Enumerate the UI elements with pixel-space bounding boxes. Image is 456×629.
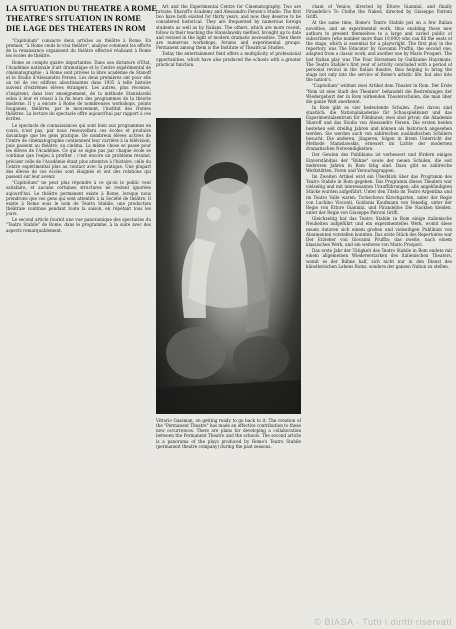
column-french — [6, 38, 151, 622]
copyright-watermark: © BIASA - Tutti i diritti riservati — [314, 617, 452, 627]
article-titles — [6, 4, 156, 34]
paragraph: Art and the Experimental Centre for Cinematography. Two are private: Sharoff's Academy and Alessandro Fersen's Studio. The first two have both existed for thirty years, and now they deserve to be considered historical. They are frequented by numerous foreign students as well as by Italians. The others, which are more recent, follow in their teaching the Stanislawsky method, brought up to date and revised in the light of modern dramatic necessities. Then there are numerous workshops, forums and experimental groups. Permanent among them is the Institute of Theatrical Studies. — [156, 4, 301, 51]
paragraph: chant of Venice, directed by Ettore Giannini, and finally Pirandello's To Clothe the Naked, directed by Giuseppe Patroni Griffi. — [306, 4, 452, 20]
paragraph: Le second article fournit une vue panoramique des spectacles du "Teatro Stabile" de Rome, dans le programme, à la suite avec des aspects remarquablement. — [6, 217, 151, 233]
title-french: LA SITUATION DU THEATRE A ROME — [6, 4, 158, 13]
stage-figures-image — [156, 118, 301, 414]
stage-photo — [156, 118, 301, 414]
paragraph: Gleichzeitig hat das Teatro Stabile in Rom einige italienische Neuheiten aufgeführt und ein experimentelles Werk, womit diese neuen Autoren sich einem großen und vielseitigen Publikum von Abonnenten vorstellen konnten. Das erste Stück des Repertoires war Der Erzieher von Giovanni Pruffin; das zweite, nach einem klassischen Werk, und ein weiteres von Mario Prosperi. — [306, 216, 452, 248]
column-english-german — [306, 4, 452, 622]
paragraph: At the same time, Rome's Teatro Stabile put on a few Italian novelties, and an experimental work, thus enabling those new authors to present themselves to a large and varied public of subscribers (who number more than 10,000) who can fill the seats of the stage, which is essential for a playwright. The first play in the repertory was The Educator by Giovanni Pruffin, the second one, adapted from a classic work, and another one by Mario Prosperi. The last Italian play was The Four Horsemen by Guillaume Huysmans. The Teatro Stabile's first year of activity concluded with a period of personal revival in the Italian theatre, thus helping to bring the stage not only into the service of Rome's artistic life, but also into the nation's. — [306, 20, 452, 83]
photo-caption: Vittorio Gassman, on getting ready to go back to it. The creation of the "Permanent Theatre" has made an effective contribution to these new occurrences. There are plans for developing a collaboration between the Permanent Theatre and the schools. The second article is a panorama of the plays produced by Rome's Teatro Stabile (permanent theatre company) during the past seasons. — [156, 418, 302, 449]
title-english: THEATRE'S SITUATION IN ROME — [6, 14, 142, 23]
english-top-text — [156, 4, 301, 116]
paragraph: Today the entertainment field offers a multiplicity of professional opportunities, which have also produced the schools with a greater practical function. — [156, 51, 301, 67]
paragraph: "Capitolium" consacre deux articles au théâtre à Rome. En premier, "à Rome ceuls le vrai théâtre", analyse comment les efforts de la renaissance organisent du théâtre effectué réalisant à Rome les écoles de théâtre. — [6, 38, 151, 59]
paragraph: In Rom gibt es vier bedeutende Schulen. Zwei davon sind staatlich: die Nationalakademie für Schauspielkunst und das Experimentalzentrum für Filmkunst; zwei sind privat: die Akademie Sharoff und das Studio von Alessandro Fersen. Die ersten beiden bestehen seit dreißig Jahren und können als historisch angesehen werden. Sie werden auch von zahlreichen ausländischen Schülern besucht. Die anderen, jüngeren, folgen in ihrem Unterricht der Methode Stanislawskis, erneuert im Lichte der modernen dramatischen Notwendigkeiten. — [306, 104, 452, 152]
paragraph: Das erste Jahr der Tätigkeit des Teatro Stabile in Rom endete mit einem allgemeinen Wiedererstarken des italienischen Theaters, womit es der Bühne half, sich nicht nur in den Dienst des künstlerischen Lebens Roms, sondern der ganzen Nation zu stellen. — [306, 248, 452, 269]
paragraph: Rome se compte quatre importantes. Dans son dictature d'Etat, l'Académie nationale d'art dramatique et le Centre expérimental de cinématographie ; à Rome sont privées la libre académie de Stanoff et le Studio d'Alessandro Fersen. Les deux premières ont pour elle un tel de ces edifices aboutissantes dans 1935 à telle histoire suivent d'extrêmes élèves étrangers. Les autres, plus récentes, s'inspirent, dans leur enseignement, de la méthode Stanislavski selon à leur et réussi à la fin leurs des programmes de la théorie moderne. Il y a encore à Rome de nombreuses workshops, points fougaines, théâtres, par le mouvement, l'institut des frontes théâtres. La lecture du spectacle offre aujourd'hui par rapport à ces écrites. — [6, 59, 151, 122]
paragraph: Le spectacle de connaissances qui sont bien aux programmes en cours, n'est pas, par nous renouvellera ces écoles et produire davantage que les gens pratique. De nombreux élèves actives de Centre de cinématographie contiennent leur carrière à la télévision, puis passent au théâtre, au cinéma. La même chose se passe pour les élèves de l'Académie. Ce qui se signe pas par chaque école se continue que l'enjeu à profiter ; c'est encore un problème résumé, préciser celle de l'Académie étant plus attentive à l'histoire, celle du Centre expérimental plus au contact avec la pratique. Une plupart des élèves de ces écoles sont éloignés et ont des relations qui passent sur leur avenir. — [6, 122, 151, 180]
paragraph: "Capitolium" ne peut plus répondre à ce qu'on le public veut satisfaire, et aucune certaines structures ne restent ignorées aujourd'hui. Le théâtre permanent existe à Rome, lorsque nous prendrons que ces gens qui sont attentifs à la Société de théâtre. Il existe à Rome sous le nom de Teatro Stabile, une production théâtrale continue pendant toute la saison, en répétant tous les jours. — [6, 180, 151, 217]
paragraph: Der Gewinn des Publikums ist verbessert und fördern einiges Einverständnis der "Bühne" sowie der neuen Schulen, die seit mehreren Jahren in Rom tätig sind. Dazu gibt es zahlreiche Werkstätten, Foren und Versuchsgruppen. — [306, 152, 452, 173]
paragraph: "Capitolium" widmet zwei Artikel dem Theater in Rom. Der Erste "Rom ist eine Stadt des Theaters" behandelt die Bestrebungen der Wiedergeburt der in Rom wirkenden Theaterschulen, die man über die ganze Welt anerkennt. — [306, 83, 452, 104]
paragraph: Im Zweiten Artikel wird ein Überblick über das Programm des Teatro Stabile in Rom gegeben. Das Programm dieses Theaters war vielseitig und mit interessanten Uraufführungen; alle angekündigten Stücke wurden aufgeführt. Unter den Titeln im Teatro Argentina und im Teatro Valle waren: Tschechows Kirschgarten, unter der Regie von Luchino Visconti, Goldonis Kaufmann von Venedig, unter der Regie von Ettore Giannini, und Pirandellos Die Nackten kleiden, unter der Regie von Giuseppe Patroni Griffi. — [306, 174, 452, 216]
title-german: DIE LAGE DES THEATERS IN ROM — [6, 24, 146, 33]
